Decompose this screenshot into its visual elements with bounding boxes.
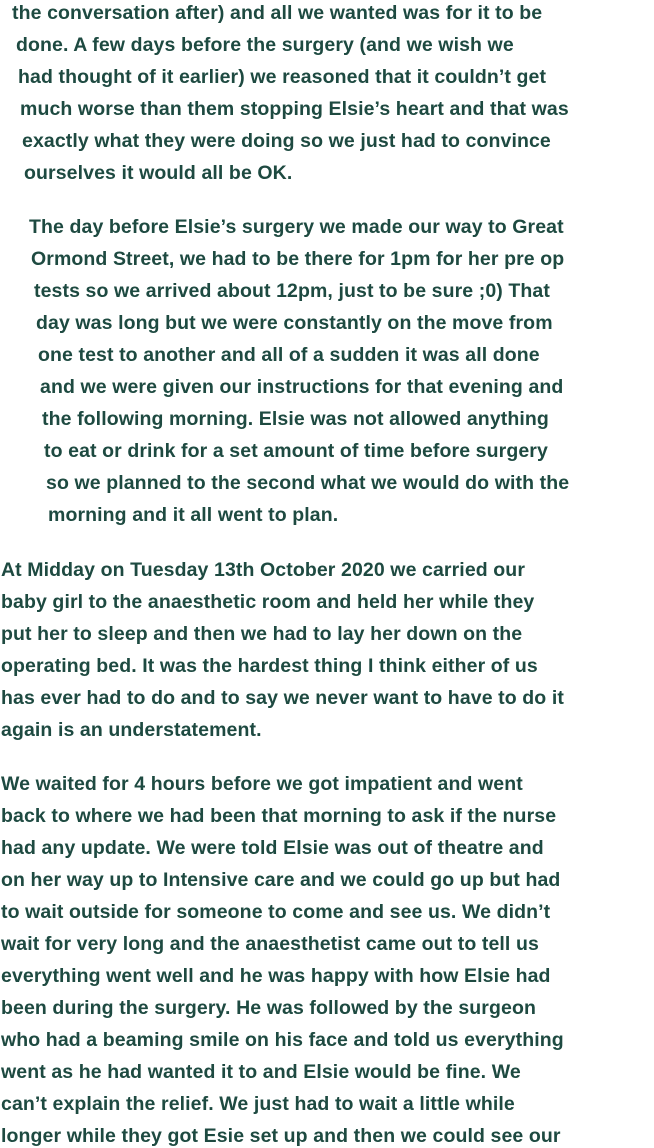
text-line: exactly what they were doing so we just had to convince [22, 130, 551, 152]
text-line: again is an understatement. [1, 719, 262, 741]
text-line: We waited for 4 hours before we got impatient and went [1, 773, 523, 795]
text-line: to wait outside for someone to come and see us. We didn’t [1, 901, 551, 923]
text-line: so we planned to the second what we would do with the [46, 472, 570, 494]
text-line: the following morning. Elsie was not allowed anything [42, 408, 549, 430]
text-line: the conversation after) and all we wanted was for it to be [12, 2, 543, 24]
text-line: to eat or drink for a set amount of time before surgery [44, 440, 548, 462]
text-line: put her to sleep and then we had to lay her down on the [1, 623, 523, 645]
text-line: operating bed. It was the hardest thing I think either of us [1, 655, 538, 677]
text-line: back to where we had been that morning to ask if the nurse [1, 805, 557, 827]
text-line: can’t explain the relief. We just had to wait a little while [1, 1093, 515, 1115]
text-line: wait for very long and the anaesthetist came out to tell us [1, 933, 539, 955]
text-line: much worse than them stopping Elsie’s heart and that was [20, 98, 569, 120]
text-line: Ormond Street, we had to be there for 1pm for her pre op [31, 248, 565, 270]
text-line: who had a beaming smile on his face and told us everything [1, 1029, 564, 1051]
text-line: went as he had wanted it to and Elsie would be fine. We [1, 1061, 521, 1083]
text-line: ourselves it would all be OK. [24, 162, 293, 184]
text-line: tests so we arrived about 12pm, just to be sure ;0) That [34, 280, 550, 302]
text-line: At Midday on Tuesday 13th October 2020 we carried our [1, 559, 526, 581]
text-line: day was long but we were constantly on the move from [36, 312, 553, 334]
text-line: had any update. We were told Elsie was out of theatre and [1, 837, 544, 859]
text-line: morning and it all went to plan. [48, 504, 339, 526]
text-line: everything went well and he was happy with how Elsie had [1, 965, 551, 987]
text-line: been during the surgery. He was followed by the surgeon [1, 997, 536, 1019]
text-line: baby girl to the anaesthetic room and held her while they [1, 591, 535, 613]
text-line: longer while they got Esie set up and then we could see our [1, 1125, 561, 1147]
text-line: and we were given our instructions for that evening and [40, 376, 564, 398]
text-line: done. A few days before the surgery (and we wish we [16, 34, 514, 56]
text-line: The day before Elsie’s surgery we made our way to Great [29, 216, 564, 238]
text-line: has ever had to do and to say we never want to have to do it [1, 687, 564, 709]
text-line: had thought of it earlier) we reasoned that it couldn’t get [18, 66, 547, 88]
text-line: one test to another and all of a sudden it was all done [38, 344, 540, 366]
text-line: on her way up to Intensive care and we could go up but had [1, 869, 561, 891]
